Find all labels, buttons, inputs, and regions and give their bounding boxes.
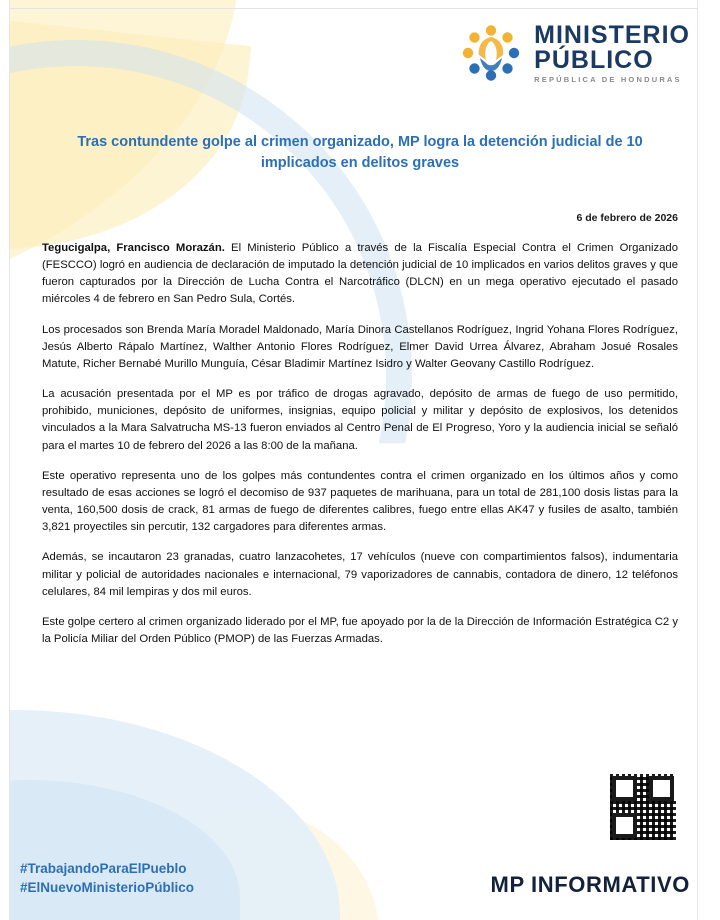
top-divider [9,8,698,9]
paragraph-1 [42,240,678,309]
document-header [460,22,690,84]
page-title: Tras contundente golpe al crimen organizado, MP logra la detención judicial de 10 implicados en delitos graves [77,134,643,172]
paragraph-4: Este operativo representa uno de los golpes más contundentes contra el crimen organizado en los últimos años y como resultado de esas acciones se logró el decomiso de 937 paquetes de marihuana, para un total de 281,100 dosis listas para la venta, 160,500 dosis de crack, 81 armas de fuego de diferentes calibres, fuego entre ellas AK47 y fusiles de asalto, también 3,821 proyectiles sin percutir, 132 cargadores para diferentes armas. [42,469,678,534]
circle-of-people-logo-icon [460,22,522,84]
dateline: Tegucigalpa, Francisco Morazán. [42,242,225,254]
document-date: 6 de febrero de 2026 [576,212,678,224]
hashtag-trabajando: #TrabajandoParaElPueblo [20,860,187,876]
logo-line-ministerio: MINISTERIO [534,20,690,49]
footer-brand: MP INFORMATIVO [490,872,690,897]
paragraph-6: Este golpe certero al crimen organizado liderado por el MP, fue apoyado por la de la Dirección de Información Estratégica C2 y la Policía Miliar del Orden Público (PMOP) de las Fuerzas Armadas. [42,615,678,645]
qr-code[interactable] [608,772,678,842]
paragraph-1-text: El Ministerio Público a través de la Fiscalía Especial Contra el Crimen Organizado (FESCCO) logró en audiencia de declaración de imputado la detención judicial de 10 implicados en varios delitos graves y que fueron capturados por la Dirección de Lucha Contra el Narcotráfico (DLCN) en un mega operativo ejecutado el pasado miércoles 4 de febrero en San Pedro Sula, Cortés. [42,242,678,306]
logo-line-publico: PÚBLICO [534,45,654,74]
hashtag-nuevo-ministerio: #ElNuevoMinisterioPúblico [20,880,195,896]
paragraph-2: Los procesados son Brenda María Moradel Maldonado, María Dinora Castellanos Rodríguez, Ingrid Yohana Flores Rodríguez, Jesús Alberto Rápalo Martínez, Walther Antonio Flores Rodríguez, Elmer David Urrea Álvarez, Abraham Josué Rosales Matute, Richer Bernabé Murillo Munguía, César Bladimir Martínez Isidro y Walter Geovany Castillo Rodríguez. [42,323,678,370]
footer-hashtags [20,859,194,898]
document-body [42,240,678,661]
logo-wordmark [534,20,690,84]
right-margin-strip [697,0,720,920]
left-margin-strip [0,0,10,920]
paragraph-3: La acusación presentada por el MP es por tráfico de drogas agravado, depósito de armas de fuego de uso permitido, prohibido, municiones, depósito de uniformes, insignias, equipo policial y militar y depósito de explosivos, los detenidos vinculados a la Mara Salvatrucha MS-13 fueron enviados al Centro Penal de El Progreso, Yoro y la audiencia inicial se señaló para el martes 10 de febrero del 2026 a las 8:00 de la mañana. [42,388,678,452]
logo-line-republica: REPÚBLICA DE HONDURAS [534,74,682,84]
qr-finder-top-right [649,776,674,801]
paragraph-5: Además, se incautaron 23 granadas, cuatro lanzacohetes, 17 vehículos (nueve con compartimientos falsos), indumentaria militar y policial de autoridades nacionales e internacional, 79 vaporizadores de cannabis, contadora de dinero, 12 teléfonos celulares, 84 mil lempiras y dos mil euros. [42,551,678,598]
